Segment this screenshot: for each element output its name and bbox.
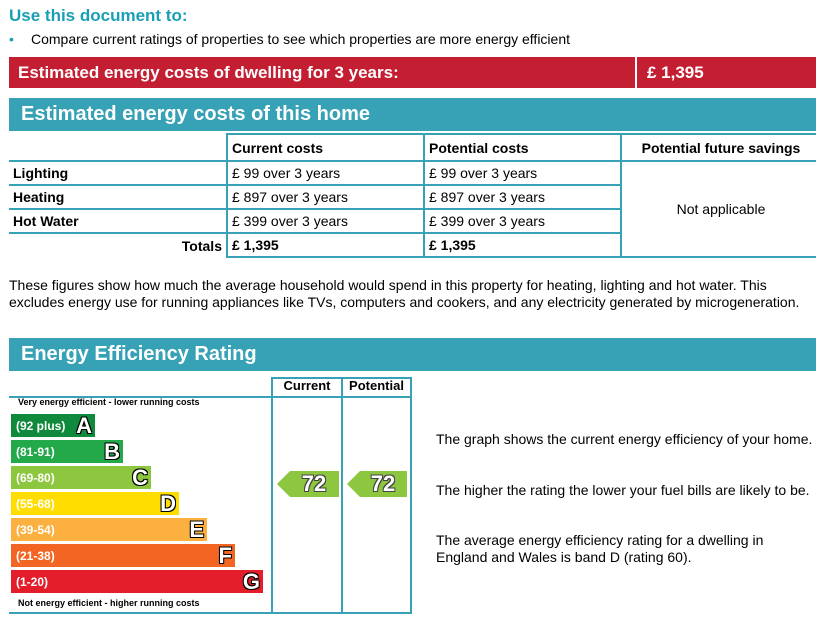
current-rating-arrow: [277, 471, 339, 497]
current-column-header: Current: [283, 378, 331, 393]
band-range: (55-68): [16, 496, 55, 511]
row-label: Hot Water: [9, 209, 227, 233]
row-current: £ 897 over 3 years: [227, 185, 424, 209]
savings-cell: Not applicable: [621, 161, 816, 257]
costs-note: These figures show how much the average household would spend in this property for heating, lighting and hot water. This excludes energy use for running appliances like TVs, computers and cookers, and any electricity generated by microgeneration.: [9, 277, 800, 310]
eer-section-title: Energy Efficiency Rating: [9, 338, 816, 371]
band-letter: F: [218, 542, 232, 568]
band-letter: E: [189, 516, 204, 542]
band-letter: B: [104, 438, 120, 464]
row-potential: £ 99 over 3 years: [424, 161, 621, 185]
row-label: Lighting: [9, 161, 227, 185]
band-f: [11, 544, 235, 567]
totals-potential: £ 1,395: [424, 233, 621, 257]
band-b: [11, 440, 123, 463]
totals-label: Totals: [9, 233, 227, 257]
estimated-costs-label: Estimated energy costs of dwelling for 3 years:: [9, 57, 635, 88]
band-c: [11, 466, 151, 489]
band-g: [11, 570, 263, 593]
potential-rating: 72: [370, 471, 396, 496]
table-header-savings: Potential future savings: [621, 134, 816, 161]
potential-rating-arrow: [347, 471, 407, 497]
row-current: £ 99 over 3 years: [227, 161, 424, 185]
estimated-costs-value: £ 1,395: [637, 57, 816, 88]
row-potential: £ 399 over 3 years: [424, 209, 621, 233]
band-range: (39-54): [16, 522, 55, 537]
table-header-potential: Potential costs: [424, 134, 621, 161]
band-e: [11, 518, 207, 541]
row-current: £ 399 over 3 years: [227, 209, 424, 233]
band-range: (21-38): [16, 548, 55, 563]
row-label: Heating: [9, 185, 227, 209]
band-range: (81-91): [16, 444, 55, 459]
band-range: (92 plus): [16, 418, 66, 433]
current-rating: 72: [301, 471, 327, 496]
bullet-icon: •: [9, 31, 14, 47]
explain-average: The average energy efficiency rating for a dwelling in England and Wales is band D (rating 60).: [436, 532, 764, 565]
totals-current: £ 1,395: [227, 233, 424, 257]
explain-graph: The graph shows the current energy efficiency of your home.: [436, 431, 813, 447]
row-potential: £ 897 over 3 years: [424, 185, 621, 209]
band-range: (1-20): [16, 574, 49, 589]
bullet-text: Compare current ratings of properties to see which properties are more energy efficient: [31, 31, 571, 47]
band-letter: D: [160, 490, 176, 516]
table-header-current: Current costs: [227, 134, 424, 161]
band-letter: C: [132, 464, 148, 490]
band-letter: A: [76, 412, 92, 438]
top-caption: Very energy efficient - lower running costs: [18, 397, 200, 407]
band-d: [11, 492, 179, 515]
band-a: [11, 414, 95, 437]
explain-higher: The higher the rating the lower your fuel bills are likely to be.: [436, 482, 810, 498]
bottom-caption: Not energy efficient - higher running costs: [18, 598, 200, 608]
band-range: (69-80): [16, 470, 55, 485]
band-letter: G: [242, 568, 260, 594]
use-document-heading: Use this document to:: [9, 6, 188, 25]
costs-section-title: Estimated energy costs of this home: [9, 98, 816, 131]
potential-column-header: Potential: [349, 378, 404, 393]
